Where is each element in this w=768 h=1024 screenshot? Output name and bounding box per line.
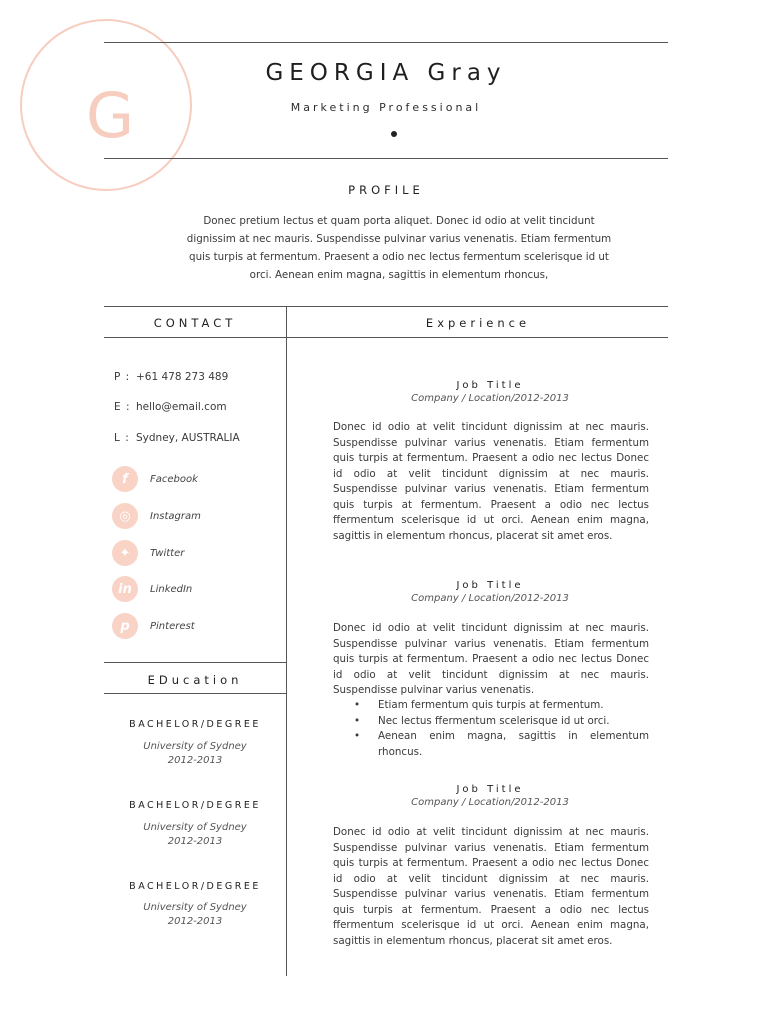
education-school: University of Sydney: [143, 822, 247, 833]
social-instagram-label: Instagram: [150, 510, 201, 522]
social-pinterest-label: Pinterest: [150, 620, 195, 632]
education-school-block: [104, 821, 286, 849]
email-key: E :: [114, 401, 131, 413]
linkedin-icon: in: [112, 576, 138, 602]
job-company: Company / Location/2012-2013: [411, 593, 569, 604]
social-facebook[interactable]: [112, 466, 198, 492]
profile-text: Donec pretium lectus et quam porta aliquet. Donec id odio at velit tincidunt dignissim at nec mauris. Suspendisse pulvinar varius venenatis. Etiam fermentum quis turpis at fermentum. Praesent a odio nec lectus fermentum scelerisque id ut orci. Aenean enim magna, sagittis in elementum rhoncus,: [186, 215, 612, 281]
column-divider: [286, 306, 287, 976]
twitter-icon: ✦: [112, 540, 138, 566]
job-bullet: • Aenean enim magna, sagittis in elementum rhoncus.: [333, 729, 649, 760]
social-linkedin[interactable]: [112, 576, 192, 602]
monogram-letter: G: [85, 79, 135, 152]
education-school: University of Sydney: [143, 902, 247, 913]
education-top-rule: [104, 662, 286, 663]
education-years: 2012-2013: [167, 755, 223, 766]
email-value[interactable]: hello@email.com: [136, 401, 227, 413]
education-school-block: [104, 901, 286, 929]
education-heading-rule: [104, 693, 286, 694]
header-top-rule: [104, 42, 668, 43]
profile-heading: PROFILE: [348, 183, 424, 197]
header-bottom-rule: [104, 158, 668, 159]
job-bullet: • Etiam fermentum quis turpis at fermentum.: [333, 698, 649, 714]
resume-name: GEORGIA Gray: [265, 60, 507, 86]
experience-heading: Experience: [425, 316, 531, 330]
job-title: Job Title: [456, 380, 524, 391]
phone-value: +61 478 273 489: [136, 371, 229, 383]
header-dot-ornament: [391, 131, 397, 137]
contact-heading: CONTACT: [153, 316, 237, 330]
resume-subtitle: Marketing Professional: [290, 101, 482, 114]
social-pinterest[interactable]: [112, 613, 195, 639]
contact-phone: [114, 371, 228, 383]
job-description: Donec id odio at velit tincidunt dignissim at nec mauris. Suspendisse pulvinar varius venenatis. Etiam fermentum quis turpis at fermentum. Praesent a odio nec lectus Donec id odio at velit tincidunt dignissim at nec mauris. Suspendisse pulvinar varius venenatis. Etiam fermentum quis turpis at fermentum. Praesent a odio nec lectus ffermentum scelerisque id ut orci. Aenean enim magna, sagittis in elementum rhoncus, placerat sit amet eros.: [333, 421, 649, 542]
contact-email: [114, 401, 227, 413]
job-company: Company / Location/2012-2013: [411, 797, 569, 808]
social-facebook-label: Facebook: [150, 473, 198, 485]
location-value: Sydney, AUSTRALIA: [136, 432, 240, 444]
job-description: Donec id odio at velit tincidunt dignissim at nec mauris. Suspendisse pulvinar varius venenatis. Etiam fermentum quis turpis at fermentum. Praesent a odio nec lectus Donec id odio at velit tincidunt dignissim at nec mauris. Suspendisse pulvinar varius venenatis.: [333, 622, 649, 696]
facebook-icon: f: [112, 466, 138, 492]
phone-key: P :: [114, 371, 131, 383]
job-title: Job Title: [456, 580, 524, 591]
job-description: Donec id odio at velit tincidunt dignissim at nec mauris. Suspendisse pulvinar varius venenatis. Etiam fermentum quis turpis at fermentum. Praesent a odio nec lectus Donec id odio at velit tincidunt dignissim at nec mauris. Suspendisse pulvinar varius venenatis. Etiam fermentum quis turpis at fermentum. Praesent a odio nec lectus ffermentum scelerisque id ut orci. Aenean enim magna, sagittis in elementum rhoncus, placerat sit amet eros.: [333, 826, 649, 947]
social-instagram[interactable]: [112, 503, 201, 529]
education-years: 2012-2013: [167, 916, 223, 927]
social-twitter-label: Twitter: [150, 547, 185, 559]
education-degree: BACHELOR/DEGREE: [129, 881, 261, 892]
social-twitter[interactable]: [112, 540, 184, 566]
pinterest-icon: p: [112, 613, 138, 639]
job-company: Company / Location/2012-2013: [411, 393, 569, 404]
columns-heading-rule: [104, 337, 668, 338]
job-title: Job Title: [456, 784, 524, 795]
job-bullet: • Nec lectus ffermentum scelerisque id ut orci.: [333, 714, 649, 730]
education-years: 2012-2013: [167, 836, 223, 847]
education-degree: BACHELOR/DEGREE: [129, 719, 261, 730]
location-key: L :: [114, 432, 130, 444]
columns-top-rule: [104, 306, 668, 307]
contact-location: [114, 432, 240, 444]
instagram-icon: ◎: [112, 503, 138, 529]
education-heading: EDucation: [147, 673, 243, 687]
education-school-block: [104, 740, 286, 768]
job-bullet-list: [333, 698, 649, 760]
education-school: University of Sydney: [143, 741, 247, 752]
education-degree: BACHELOR/DEGREE: [129, 800, 261, 811]
social-linkedin-label: LinkedIn: [150, 583, 193, 595]
